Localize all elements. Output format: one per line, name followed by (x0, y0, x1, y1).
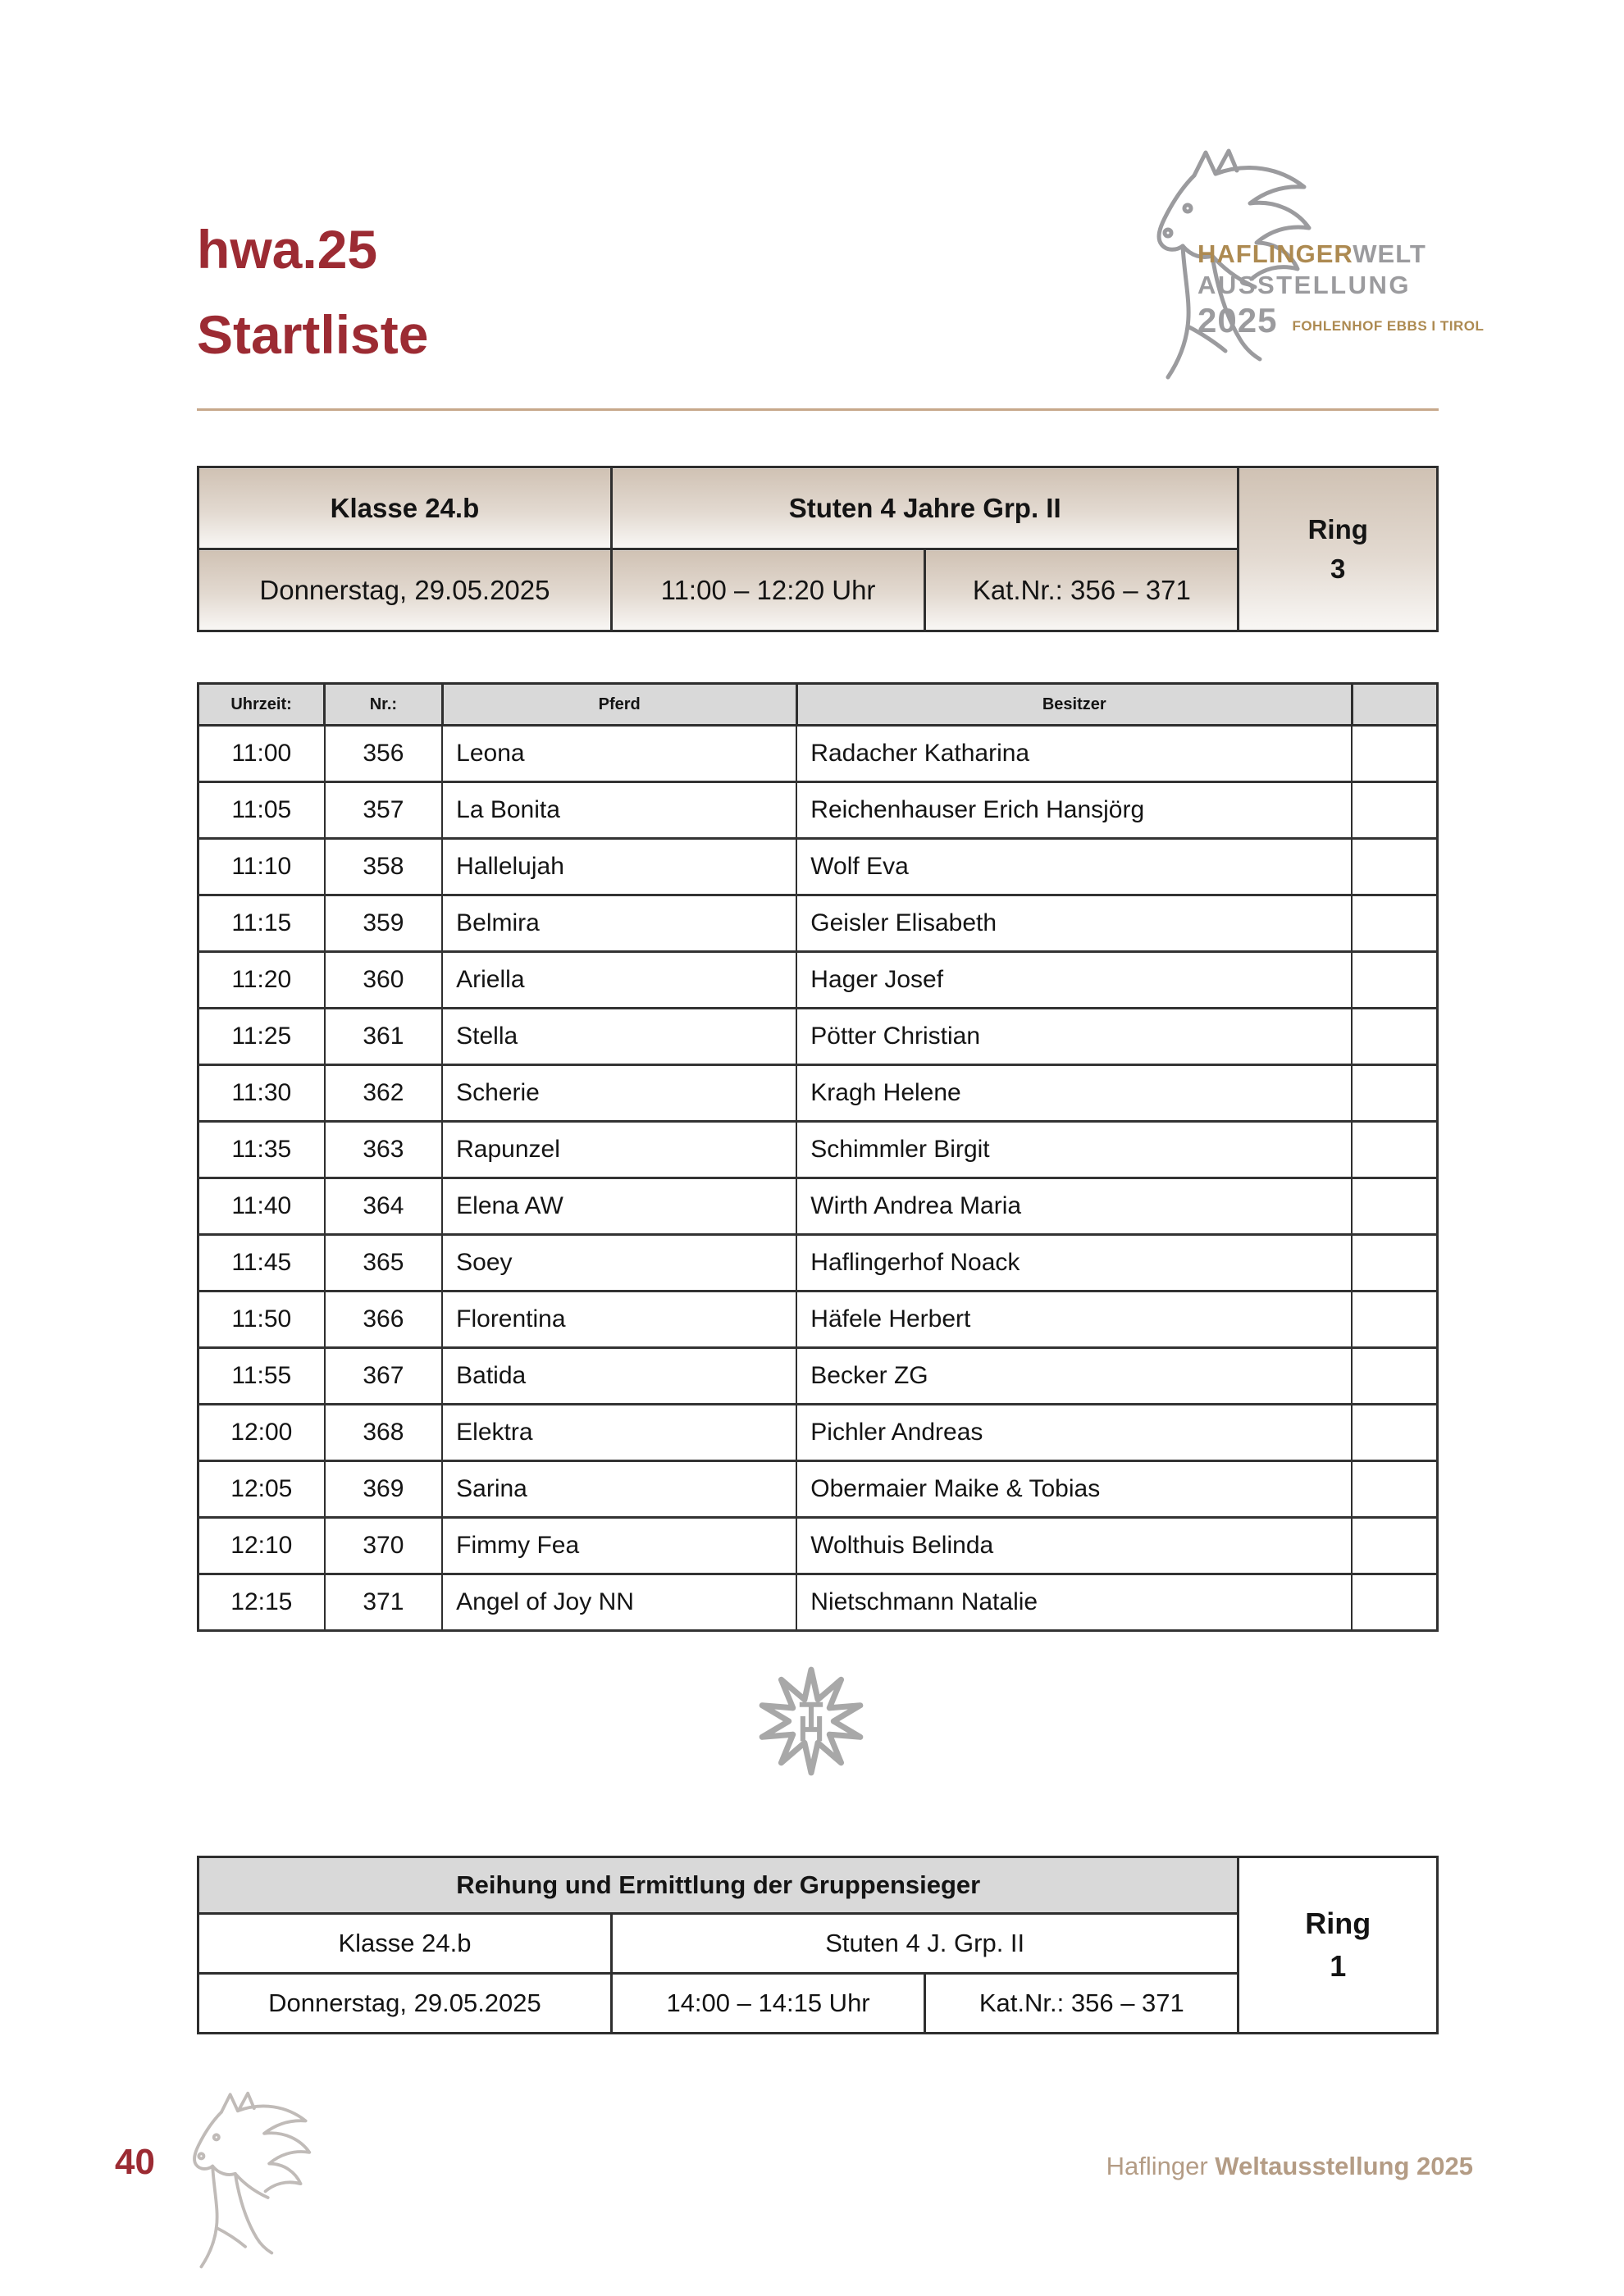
table-row (198, 1405, 1438, 1461)
class-label: Klasse 24.b (198, 467, 612, 549)
cell-owner: Reichenhauser Erich Hansjörg (796, 782, 1352, 839)
logo-wordmark (1197, 239, 1480, 269)
cell-owner: Wirth Andrea Maria (796, 1178, 1352, 1235)
cell-nr: 356 (325, 726, 443, 782)
cell-horse: Sarina (442, 1461, 796, 1518)
footer-horse-icon (161, 2084, 325, 2273)
cell-blank (1352, 1122, 1437, 1178)
cell-time: 11:25 (198, 1009, 325, 1065)
cell-nr: 367 (325, 1348, 443, 1405)
col-header-blank (1352, 684, 1437, 726)
cell-nr: 371 (325, 1574, 443, 1631)
page-title (197, 207, 428, 378)
ranking-ring-label: Ring (1305, 1906, 1371, 1940)
cell-nr: 357 (325, 782, 443, 839)
cell-blank (1352, 952, 1437, 1009)
cell-horse: Elena AW (442, 1178, 796, 1235)
cell-horse: Rapunzel (442, 1122, 796, 1178)
cell-horse: Hallelujah (442, 839, 796, 895)
cell-owner: Hager Josef (796, 952, 1352, 1009)
cell-owner: Wolf Eva (796, 839, 1352, 895)
table-row (198, 726, 1438, 782)
table-row (198, 1461, 1438, 1518)
cell-blank (1352, 782, 1437, 839)
cell-nr: 365 (325, 1235, 443, 1292)
class-katnr: Kat.Nr.: 356 – 371 (925, 549, 1239, 631)
table-row (198, 1518, 1438, 1574)
table-row (198, 1292, 1438, 1348)
cell-time: 11:10 (198, 839, 325, 895)
cell-time: 11:50 (198, 1292, 325, 1348)
ring-number: 3 (1330, 553, 1346, 584)
logo-word-haflinger: HAFLINGER (1197, 239, 1353, 268)
cell-blank (1352, 839, 1437, 895)
class-time: 11:00 – 12:20 Uhr (611, 549, 924, 631)
cell-time: 11:00 (198, 726, 325, 782)
cell-owner: Nietschmann Natalie (796, 1574, 1352, 1631)
cell-horse: Soey (442, 1235, 796, 1292)
cell-owner: Wolthuis Belinda (796, 1518, 1352, 1574)
cell-owner: Kragh Helene (796, 1065, 1352, 1122)
cell-horse: Leona (442, 726, 796, 782)
ranking-class-label: Klasse 24.b (198, 1914, 612, 1974)
startlist-body (198, 726, 1438, 1631)
ranking-time: 14:00 – 14:15 Uhr (611, 1974, 924, 2034)
cell-horse: Ariella (442, 952, 796, 1009)
table-row (198, 1122, 1438, 1178)
cell-nr: 370 (325, 1518, 443, 1574)
startlist-header-row (198, 684, 1438, 726)
cell-owner: Obermaier Maike & Tobias (796, 1461, 1352, 1518)
page-number: 40 (115, 2142, 155, 2182)
ranking-group-label: Stuten 4 J. Grp. II (611, 1914, 1239, 1974)
cell-blank (1352, 1235, 1437, 1292)
event-logo-text (1197, 239, 1485, 339)
table-row (198, 895, 1438, 952)
cell-horse: Batida (442, 1348, 796, 1405)
cell-horse: Angel of Joy NN (442, 1574, 796, 1631)
cell-owner: Geisler Elisabeth (796, 895, 1352, 952)
cell-nr: 364 (325, 1178, 443, 1235)
col-header-nr: Nr.: (325, 684, 443, 726)
cell-time: 11:40 (198, 1178, 325, 1235)
page-title-line2: Startliste (197, 304, 429, 366)
cell-time: 12:15 (198, 1574, 325, 1631)
col-header-besitzer: Besitzer (796, 684, 1352, 726)
table-row (198, 1178, 1438, 1235)
cell-time: 11:35 (198, 1122, 325, 1178)
title-divider (197, 408, 1439, 411)
table-row (198, 782, 1438, 839)
cell-blank (1352, 1518, 1437, 1574)
cell-horse: Elektra (442, 1405, 796, 1461)
cell-nr: 361 (325, 1009, 443, 1065)
cell-time: 11:30 (198, 1065, 325, 1122)
cell-nr: 358 (325, 839, 443, 895)
cell-horse: Scherie (442, 1065, 796, 1122)
table-row (198, 1065, 1438, 1122)
table-row (198, 1009, 1438, 1065)
cell-owner: Pötter Christian (796, 1009, 1352, 1065)
ring-label: Ring (1307, 513, 1368, 544)
ranking-table (197, 1856, 1439, 2034)
cell-blank (1352, 1178, 1437, 1235)
table-row (198, 952, 1438, 1009)
cell-time: 11:20 (198, 952, 325, 1009)
table-row (198, 839, 1438, 895)
logo-year: 2025 (1197, 301, 1278, 339)
group-label: Stuten 4 Jahre Grp. II (611, 467, 1239, 549)
col-header-pferd: Pferd (442, 684, 796, 726)
logo-word-welt: WELT (1353, 239, 1426, 268)
cell-nr: 362 (325, 1065, 443, 1122)
col-header-uhrzeit: Uhrzeit: (198, 684, 325, 726)
event-logo (1111, 139, 1485, 394)
cell-time: 12:05 (198, 1461, 325, 1518)
cell-horse: Florentina (442, 1292, 796, 1348)
cell-owner: Radacher Katharina (796, 726, 1352, 782)
logo-word-ausstellung: AUSSTELLUNG (1197, 271, 1411, 299)
cell-blank (1352, 895, 1437, 952)
cell-owner: Pichler Andreas (796, 1405, 1352, 1461)
ranking-title: Reihung und Ermittlung der Gruppensieger (198, 1857, 1239, 1914)
ring-cell (1239, 467, 1438, 631)
cell-horse: Fimmy Fea (442, 1518, 796, 1574)
cell-blank (1352, 1009, 1437, 1065)
footer-event-bold: Weltausstellung 2025 (1215, 2152, 1473, 2180)
ranking-ring-cell (1239, 1857, 1438, 2034)
cell-nr: 363 (325, 1122, 443, 1178)
class-header-table (197, 466, 1439, 632)
cell-horse: Stella (442, 1009, 796, 1065)
cell-horse: Belmira (442, 895, 796, 952)
cell-blank (1352, 726, 1437, 782)
cell-time: 11:15 (198, 895, 325, 952)
cell-time: 11:55 (198, 1348, 325, 1405)
cell-time: 11:45 (198, 1235, 325, 1292)
table-row (198, 1574, 1438, 1631)
table-row (198, 1348, 1438, 1405)
table-row (198, 1235, 1438, 1292)
cell-nr: 359 (325, 895, 443, 952)
cell-blank (1352, 1292, 1437, 1348)
page-title-line1: hwa.25 (197, 219, 378, 280)
cell-blank (1352, 1348, 1437, 1405)
cell-blank (1352, 1574, 1437, 1631)
ranking-ring-number: 1 (1330, 1949, 1347, 1983)
class-date: Donnerstag, 29.05.2025 (198, 549, 612, 631)
logo-subtitle: FOHLENHOF EBBS I TIROL (1292, 317, 1485, 334)
cell-time: 11:05 (198, 782, 325, 839)
cell-time: 12:10 (198, 1518, 325, 1574)
startlist-table (197, 682, 1439, 1632)
cell-owner: Häfele Herbert (796, 1292, 1352, 1348)
cell-horse: La Bonita (442, 782, 796, 839)
cell-owner: Haflingerhof Noack (796, 1235, 1352, 1292)
cell-owner: Becker ZG (796, 1348, 1352, 1405)
cell-time: 12:00 (198, 1405, 325, 1461)
cell-nr: 366 (325, 1292, 443, 1348)
ranking-date: Donnerstag, 29.05.2025 (198, 1974, 612, 2034)
footer-event-name (1106, 2152, 1473, 2181)
cell-nr: 368 (325, 1405, 443, 1461)
cell-nr: 360 (325, 952, 443, 1009)
tyrolean-haflinger-sun-icon (753, 1658, 869, 1783)
cell-nr: 369 (325, 1461, 443, 1518)
cell-blank (1352, 1461, 1437, 1518)
cell-owner: Schimmler Birgit (796, 1122, 1352, 1178)
footer-event-regular: Haflinger (1106, 2152, 1216, 2180)
ranking-katnr: Kat.Nr.: 356 – 371 (925, 1974, 1239, 2034)
cell-blank (1352, 1405, 1437, 1461)
cell-blank (1352, 1065, 1437, 1122)
